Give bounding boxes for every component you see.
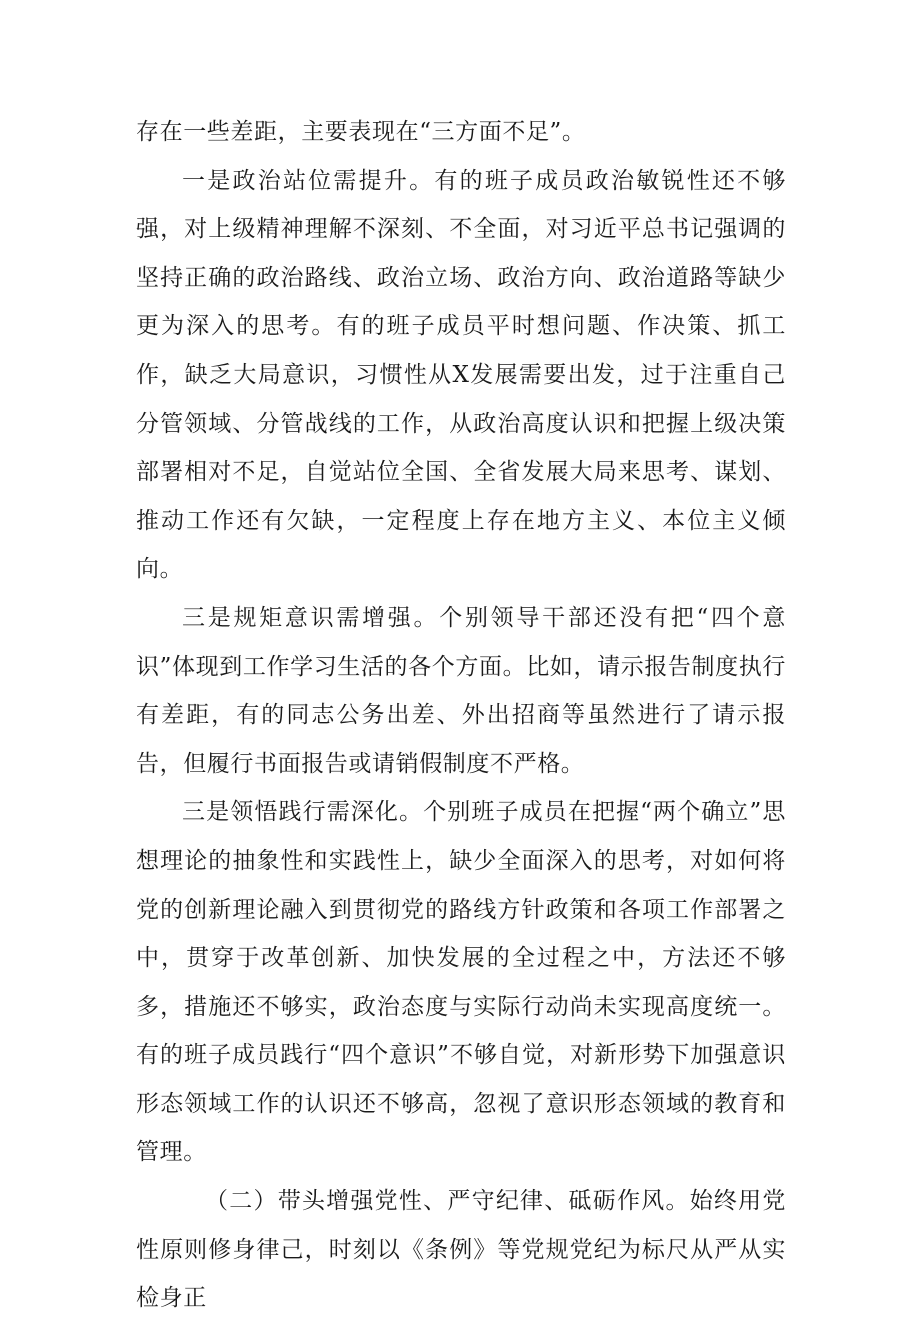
paragraph-section-two: （二）带头增强党性、严守纪律、砥砺作风。始终用党性原则修身律己，时刻以《条例》等党规党纪为标尺从严从实检身正 <box>136 1188 786 1312</box>
document-body <box>136 108 786 1323</box>
paragraph-intro: 存在一些差距，主要表现在“三方面不足”。 <box>136 119 586 145</box>
paragraph-political-stance: 一是政治站位需提升。有的班子成员政治敏锐性还不够强，对上级精神理解不深刻、不全面，对习近平总书记强调的坚持正确的政治路线、政治立场、政治方向、政治道路等缺少更为深入的思考。有的班子成员平时想问题、作决策、抓工作，缺乏大局意识，习惯性从X发展需要出发，过于注重自己分管领域、分管战线的工作，从政治高度认识和把握上级决策部署相对不足，自觉站位全国、全省发展大局来思考、谋划、推动工作还有欠缺，一定程度上存在地方主义、本位主义倾向。 <box>136 167 786 583</box>
paragraph-practice: 三是领悟践行需深化。个别班子成员在把握“两个确立”思想理论的抽象性和实践性上，缺少全面深入的思考，对如何将党的创新理论融入到贯彻党的路线方针政策和各项工作部署之中，贯穿于改革创新、加快发展的全过程之中，方法还不够多，措施还不够实，政治态度与实际行动尚未实现高度统一。有的班子成员践行“四个意识”不够自觉，对新形势下加强意识形态领域工作的认识还不够高，忽视了意识形态领域的教育和管理。 <box>136 799 786 1166</box>
paragraph-rules-awareness: 三是规矩意识需增强。个别领导干部还没有把“四个意识”体现到工作学习生活的各个方面。比如，请示报告制度执行有差距，有的同志公务出差、外出招商等虽然进行了请示报告，但履行书面报告或请销假制度不严格。 <box>136 604 786 777</box>
